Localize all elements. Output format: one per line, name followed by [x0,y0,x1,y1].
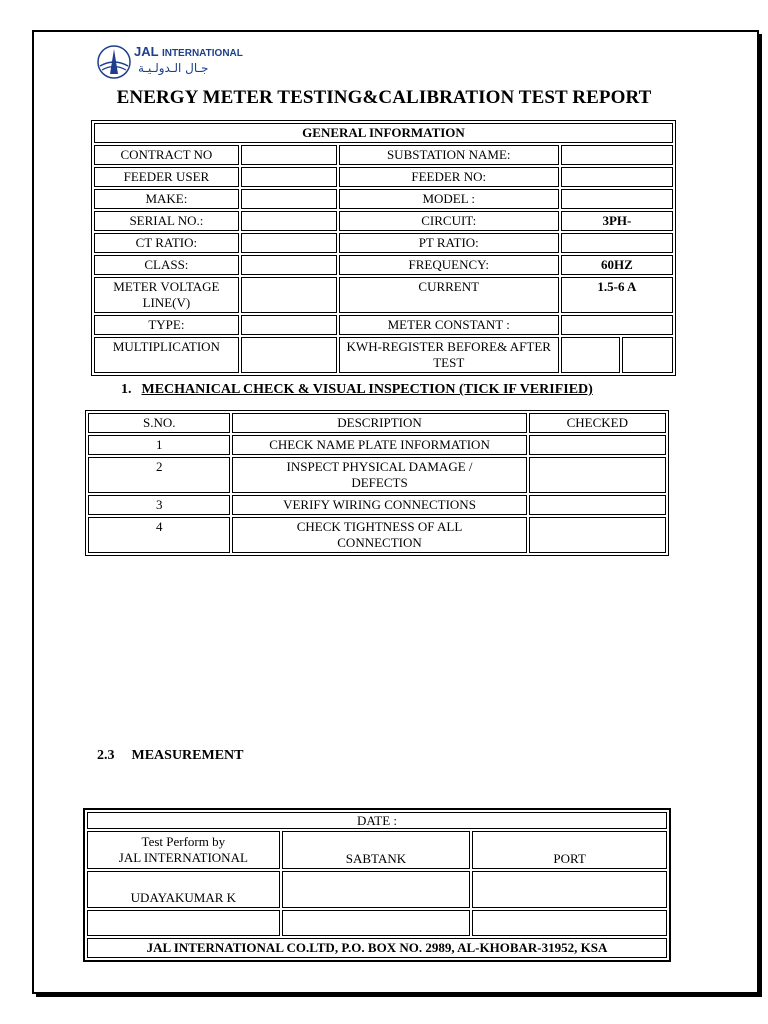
field-value[interactable] [561,315,673,335]
blank-cell[interactable] [87,910,280,936]
mechanical-check-table [85,410,669,556]
table-row [88,495,666,515]
row-description: INSPECT PHYSICAL DAMAGE / DEFECTS [232,457,526,493]
row-number: 4 [88,517,230,553]
section-1-heading [121,382,593,398]
kwh-before-value[interactable] [561,337,620,373]
row-description: CHECK TIGHTNESS OF ALL CONNECTION [232,517,526,553]
current-value[interactable]: 1.5-6 A [561,277,673,313]
field-value[interactable] [561,233,673,253]
field-value[interactable] [241,233,337,253]
logo-arabic-text: جـال الـدولـيـة [138,61,209,75]
checked-cell[interactable] [529,435,666,455]
field-label: CLASS: [94,255,239,275]
general-information-table [91,120,676,376]
checked-cell[interactable] [529,517,666,553]
section-title: MECHANICAL CHECK & VISUAL INSPECTION (TICK IF VERIFIED) [141,382,593,397]
blank-cell[interactable] [282,910,471,936]
blank-cell[interactable] [472,910,667,936]
section-2-3-heading [97,748,244,764]
table-row [88,457,666,493]
table-row [94,277,673,313]
table-row [94,315,673,335]
field-value[interactable] [241,337,337,373]
field-label: CURRENT [339,277,559,313]
table-row [87,871,667,908]
field-value[interactable] [561,167,673,187]
performed-by-line-1: Test Perform by [141,834,226,849]
company-address: JAL INTERNATIONAL CO.LTD, P.O. BOX NO. 2989, AL-KHOBAR-31952, KSA [87,938,667,958]
frequency-value[interactable]: 60HZ [561,255,673,275]
field-label: METER VOLTAGE LINE(V) [94,277,239,313]
checked-cell[interactable] [529,495,666,515]
field-label: MAKE: [94,189,239,209]
field-label: SUBSTATION NAME: [339,145,559,165]
field-label: CT RATIO: [94,233,239,253]
field-label: METER CONSTANT : [339,315,559,335]
field-value[interactable] [241,145,337,165]
signoff-table [83,808,671,962]
row-number: 1 [88,435,230,455]
row-description: CHECK NAME PLATE INFORMATION [232,435,526,455]
field-value[interactable] [241,255,337,275]
section-title: MEASUREMENT [131,748,244,763]
date-field[interactable]: DATE : [87,812,667,829]
field-value[interactable] [241,189,337,209]
field-label: MULTIPLICATION [94,337,239,373]
port-header: PORT [472,831,667,869]
checked-cell[interactable] [529,457,666,493]
column-header: DESCRIPTION [232,413,526,433]
field-value[interactable] [241,211,337,231]
table-row [94,189,673,209]
row-number: 2 [88,457,230,493]
field-label: TYPE: [94,315,239,335]
table-row [94,211,673,231]
signature-cell[interactable] [472,871,667,908]
table-row [94,145,673,165]
table-row [94,233,673,253]
row-number: 3 [88,495,230,515]
field-label: KWH-REGISTER BEFORE& AFTER TEST [339,337,559,373]
table-row [88,435,666,455]
logo-english-text: JAL INTERNATIONAL [134,44,243,59]
general-information-header: GENERAL INFORMATION [94,123,673,143]
company-logo [96,42,256,82]
table-row [94,255,673,275]
section-number: 2.3 [97,748,115,763]
table-row [87,910,667,936]
table-row [88,517,666,553]
field-label: PT RATIO: [339,233,559,253]
column-header: S.NO. [88,413,230,433]
tester-name: UDAYAKUMAR K [87,871,280,908]
field-value[interactable] [561,189,673,209]
performed-by-line-2: JAL INTERNATIONAL [118,850,248,865]
field-label: MODEL : [339,189,559,209]
footer-row [87,938,667,958]
field-label: FEEDER NO: [339,167,559,187]
field-value[interactable] [241,277,337,313]
kwh-after-value[interactable] [622,337,673,373]
field-value[interactable] [241,167,337,187]
field-label: FEEDER USER [94,167,239,187]
field-value[interactable] [241,315,337,335]
circuit-value[interactable]: 3PH- [561,211,673,231]
field-label: CONTRACT NO [94,145,239,165]
table-row [94,167,673,187]
field-label: FREQUENCY: [339,255,559,275]
field-label: SERIAL NO.: [94,211,239,231]
table-row [94,337,673,373]
signature-cell[interactable] [282,871,471,908]
field-value[interactable] [561,145,673,165]
column-header: CHECKED [529,413,666,433]
sabtank-header: SABTANK [282,831,471,869]
jal-emblem-icon [96,44,132,80]
row-description: VERIFY WIRING CONNECTIONS [232,495,526,515]
table-header-row [88,413,666,433]
table-row [87,831,667,869]
section-number: 1. [121,382,132,397]
report-title: ENERGY METER TESTING&CALIBRATION TEST REPORT [116,87,652,108]
performed-by-cell [87,831,280,869]
field-label: CIRCUIT: [339,211,559,231]
